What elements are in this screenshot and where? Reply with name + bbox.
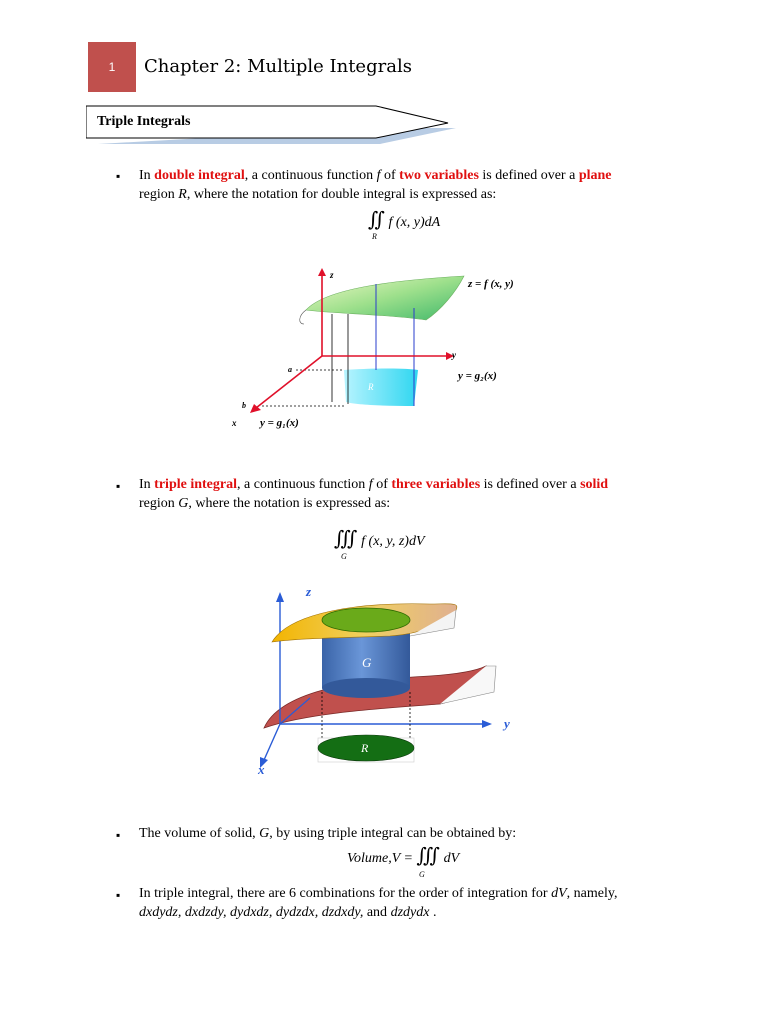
z-axis-label-2: z [306,584,312,599]
solid-label: G [362,655,372,670]
x-axis-label-2: x [258,762,265,775]
chapter-title: Chapter 2: Multiple Integrals [144,56,412,77]
y-axis-label-1: y [452,350,456,360]
double-integral-formula: ∬ f (x, y)dA [368,209,441,231]
double-integral-subscript: R [372,232,377,241]
bullet-marker: ▪ [116,828,121,842]
surface-label: z = f (x, y) [468,278,514,290]
region-label-2: R [361,741,369,755]
triple-integral-formula: ∭ f (x, y, z)dV [334,528,425,550]
bullet-volume: The volume of solid, G, by using triple integral can be obtained by: [139,826,517,841]
volume-subscript: G [419,870,425,879]
triple-integral-figure [250,580,520,775]
section-title: Triple Integrals [97,114,191,129]
section-banner [86,104,456,156]
bullet-orders: In triple integral, there are 6 combinations for the order of integration for dV, namely, dxdydz, dxdzdy, dydxdz, dydzdx, dzdxdy, and dzdydx . [139,886,618,920]
bullet-marker: ▪ [116,479,121,493]
region-label-1: R [368,382,374,392]
bullet-marker: ▪ [116,888,121,902]
volume-formula: Volume,V = ∭ dV [347,845,460,867]
bullet-marker: ▪ [116,169,121,183]
z-axis-label-1: z [330,270,334,280]
bullet-triple-integral: In triple integral, a continuous function f of three variables is defined over a solid region G, where the notation is expressed as: [139,477,609,511]
page-number-badge [88,42,136,92]
b-label: b [242,401,246,410]
x-axis-label-1: x [232,418,237,428]
bullet-double-integral: In double integral, a continuous function f of two variables is defined over a plane region R, where the notation for double integral is expressed as: [139,168,612,202]
a-label: a [288,365,292,374]
g1-label: y = g₁(x) [260,417,299,429]
y-axis-label-2: y [504,716,510,731]
double-integral-figure [226,262,556,434]
g2-label: y = g₂(x) [458,370,497,382]
triple-integral-subscript: G [341,552,347,561]
page-number: 1 [108,60,116,74]
